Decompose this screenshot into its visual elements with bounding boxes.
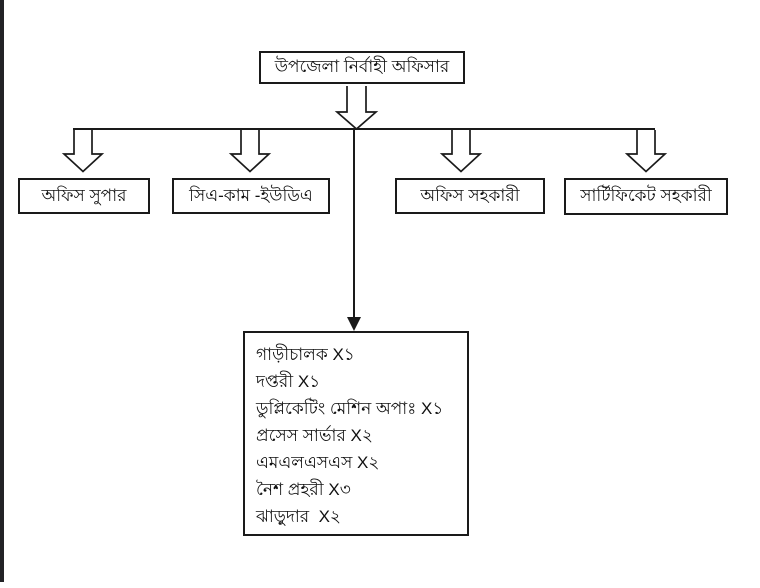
staff-list-item: প্রসেস সার্ভার X২ <box>256 426 373 445</box>
node-ca-cum-uda <box>172 178 330 214</box>
child-arrow-icon-1 <box>64 130 102 172</box>
staff-list-item: ডুপ্লিকেটিং মেশিন অপাঃ X১ <box>256 399 444 418</box>
node-label: অফিস সুপার <box>41 185 127 205</box>
staff-list-item: দপ্তরী X১ <box>256 372 321 391</box>
node-upazila-nirbahi-officer <box>259 51 465 84</box>
root-down-arrow-icon <box>337 86 376 129</box>
child-arrow-icon-2 <box>231 130 269 172</box>
staff-list-box <box>243 331 469 536</box>
node-label: অফিস সহকারী <box>420 185 520 205</box>
node-label: সার্টিফিকেট সহকারী <box>580 186 712 206</box>
staff-arrowhead-icon <box>347 317 361 331</box>
staff-list-item: ঝাড়ুদার X২ <box>256 507 341 526</box>
node-certificate-assistant <box>564 178 728 215</box>
child-arrow-icon-3 <box>442 130 480 172</box>
child-arrow-icon-4 <box>627 130 665 172</box>
node-office-super <box>18 178 150 214</box>
node-label: সিএ-কাম -ইউডিএ <box>189 185 313 205</box>
node-office-assistant <box>395 178 545 214</box>
node-label: উপজেলা নির্বাহী অফিসার <box>274 57 450 77</box>
staff-list-item: গাড়ীচালক X১ <box>256 345 355 364</box>
staff-list-item: নৈশ প্রহরী X৩ <box>256 480 351 499</box>
staff-list-item: এমএলএসএস X২ <box>256 453 380 472</box>
